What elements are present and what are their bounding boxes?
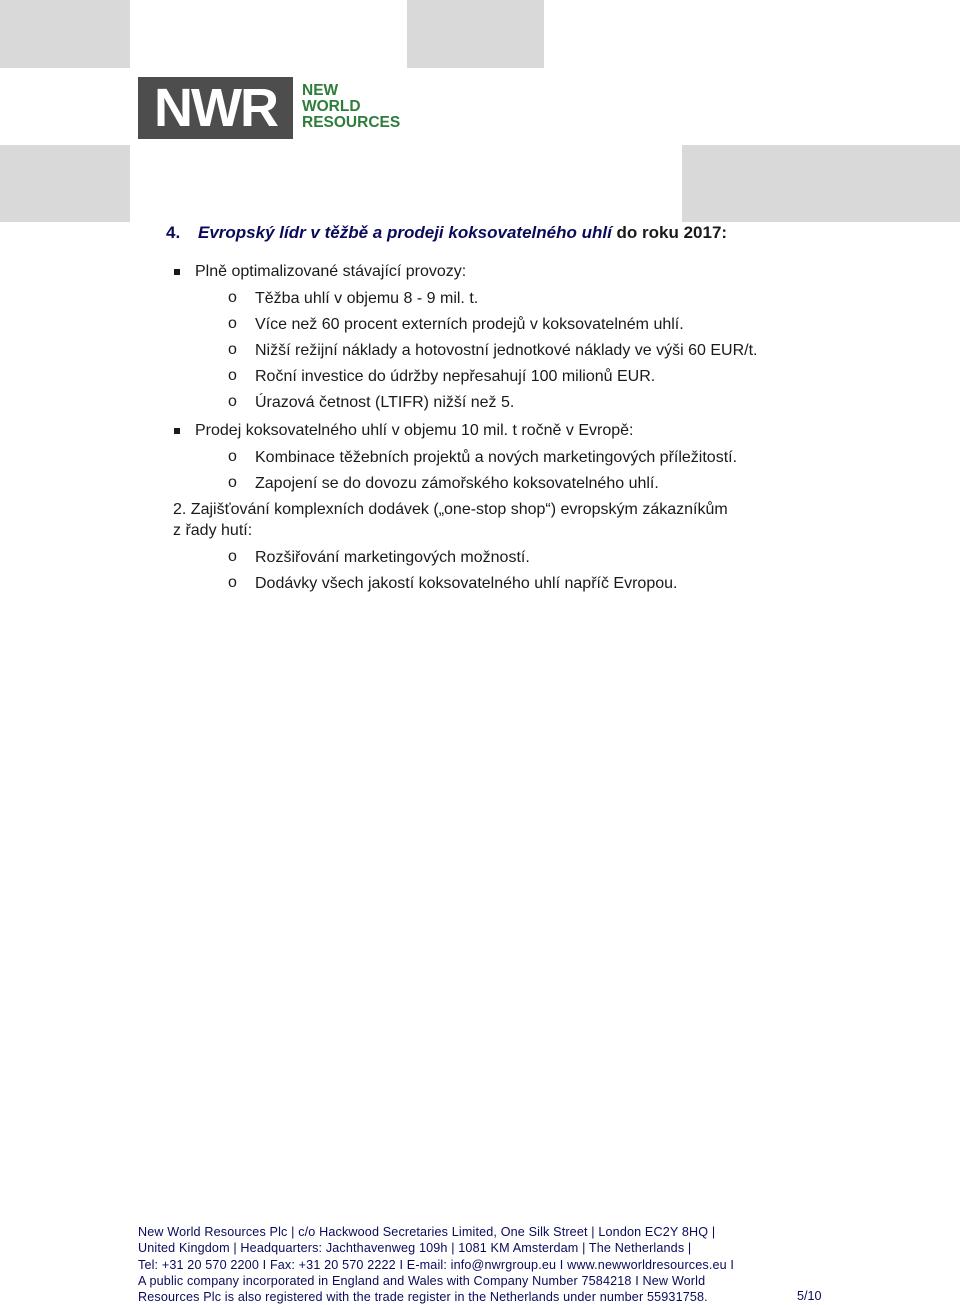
list-item: Dodávky všech jakostí koksovatelného uhlí napříč Evropou. <box>255 575 678 592</box>
heading-italic: Evropský lídr v těžbě a prodeji koksovatelného uhlí <box>198 223 612 242</box>
header-block-right <box>407 0 544 68</box>
footer-line: Tel: +31 20 570 2200 I Fax: +31 20 570 2222 I E-mail: info@nwrgroup.eu I www.newworldresources.eu I <box>138 1257 735 1272</box>
list-item: Plně optimalizované stávající provozy: <box>195 263 467 280</box>
page-number: 5/10 <box>797 1289 822 1303</box>
circle-bullet-icon: o <box>228 548 237 565</box>
heading-rest: do roku 2017: <box>611 223 728 242</box>
logo-wordmark: NEW WORLD RESOURCES <box>302 82 401 131</box>
logo-mark: NWR <box>138 77 293 139</box>
list-item: Těžba uhlí v objemu 8 - 9 mil. t. <box>255 290 479 307</box>
list-item: Úrazová četnost (LTIFR) nižší než 5. <box>255 394 515 411</box>
footer-line: United Kingdom | Headquarters: Jachthavenweg 109h | 1081 KM Amsterdam | The Netherlands | <box>138 1241 692 1256</box>
list-item: 2. Zajišťování komplexních dodávek („one-stop shop“) evropským zákazníkům <box>173 501 728 518</box>
header-block-left <box>0 0 130 68</box>
circle-bullet-icon: o <box>228 367 237 384</box>
list-item: Nižší režijní náklady a hotovostní jednotkové náklady ve výši 60 EUR/t. <box>255 342 758 359</box>
list-item: Rozšiřování marketingových možností. <box>255 549 530 566</box>
circle-bullet-icon: o <box>228 393 237 410</box>
list-item: Zapojení se do dovozu zámořského koksovatelného uhlí. <box>255 475 659 492</box>
footer-line: A public company incorporated in England and Wales with Company Number 7584218 I New World <box>138 1273 706 1288</box>
square-bullet-icon <box>174 428 180 434</box>
heading-number: 4. <box>166 223 181 242</box>
nwr-logo <box>138 77 400 139</box>
footer-line: New World Resources Plc | c/o Hackwood Secretaries Limited, One Silk Street | London EC2Y 8HQ | <box>138 1225 716 1239</box>
list-item: Prodej koksovatelného uhlí v objemu 10 mil. t ročně v Evropě: <box>195 422 634 439</box>
header-block-lower-left <box>0 145 130 222</box>
footer <box>138 1224 838 1305</box>
circle-bullet-icon: o <box>228 289 237 306</box>
square-bullet-icon <box>174 269 180 275</box>
list-item: z řady hutí: <box>173 522 253 539</box>
circle-bullet-icon: o <box>228 341 237 358</box>
circle-bullet-icon: o <box>228 574 237 591</box>
list-item: Více než 60 procent externích prodejů v koksovatelném uhlí. <box>255 316 684 333</box>
header-block-lower-right <box>682 145 960 222</box>
circle-bullet-icon: o <box>228 315 237 332</box>
footer-line: Resources Plc is also registered with the trade register in the Netherlands under number 55931758. <box>138 1290 708 1305</box>
circle-bullet-icon: o <box>228 474 237 491</box>
list-item: Kombinace těžebních projektů a nových marketingových příležitostí. <box>255 449 738 466</box>
circle-bullet-icon: o <box>228 448 237 465</box>
list-item: Roční investice do údržby nepřesahují 100 milionů EUR. <box>255 368 656 385</box>
section-heading <box>166 223 727 243</box>
